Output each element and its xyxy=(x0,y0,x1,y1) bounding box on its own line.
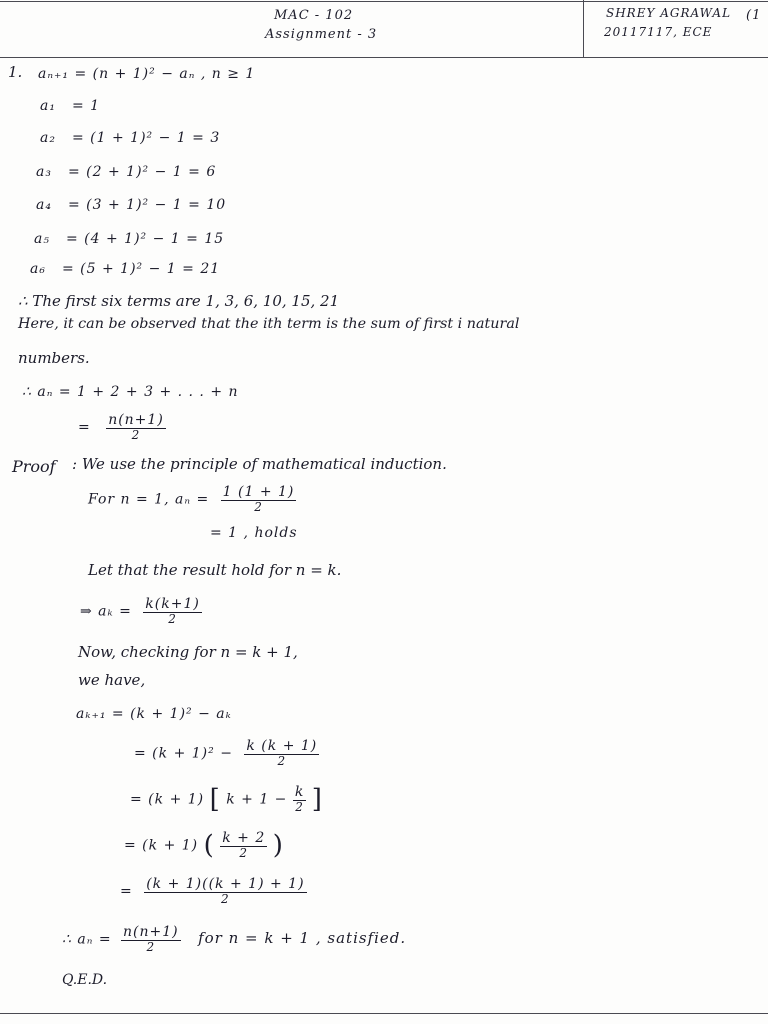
term-a1-rhs: = 1 xyxy=(72,98,101,114)
an-sum-formula: ∴ aₙ = 1 + 2 + 3 + . . . + n xyxy=(22,384,239,400)
step-2-fraction xyxy=(244,738,319,769)
recurrence-relation: aₙ₊₁ = (n + 1)² − aₙ , n ≥ 1 xyxy=(38,66,256,82)
step-3-numerator: k xyxy=(294,784,305,800)
term-a4-lhs: a₄ xyxy=(36,197,52,213)
step-3-lhs: = (k + 1) xyxy=(130,791,205,808)
footer-rule xyxy=(0,1013,768,1014)
term-a3-rhs: = (2 + 1)² − 1 = 6 xyxy=(68,164,217,180)
base-case-denominator: 2 xyxy=(254,500,263,515)
base-case xyxy=(88,484,296,515)
page-number: (1 xyxy=(746,8,762,23)
base-case-lhs: For n = 1, aₙ = xyxy=(88,491,210,508)
observation-line-1: Here, it can be observed that the ith term is the sum of first i natural xyxy=(18,316,520,332)
base-case-result: = 1 , holds xyxy=(210,525,298,541)
conclusion-lhs: ∴ aₙ = xyxy=(62,931,112,948)
base-case-fraction xyxy=(221,484,297,515)
qed-mark: Q.E.D. xyxy=(62,972,108,988)
step-5-fraction xyxy=(144,876,306,907)
step-4-numerator: k + 2 xyxy=(222,830,266,846)
step-5-denominator: 2 xyxy=(221,892,230,907)
conclusion xyxy=(62,924,406,955)
step-4-open-paren: ( xyxy=(203,830,215,861)
term-a3-lhs: a₃ xyxy=(36,164,52,180)
step-3-close-bracket: ] xyxy=(311,784,323,815)
assignment-title: Assignment - 3 xyxy=(265,27,378,42)
term-a5-lhs: a₅ xyxy=(34,231,50,247)
student-roll: 20117117, ECE xyxy=(604,25,713,39)
student-name: SHREY AGRAWAL xyxy=(606,6,732,20)
course-code: MAC - 102 xyxy=(274,8,354,23)
conclusion-numerator: n(n+1) xyxy=(123,924,179,940)
check-step-line-2: we have, xyxy=(78,671,146,689)
step-4-denominator: 2 xyxy=(239,846,249,861)
step-3-fraction xyxy=(293,784,306,815)
step-2-numerator: k (k + 1) xyxy=(246,738,318,754)
term-a1-lhs: a₁ xyxy=(40,98,56,114)
step-1: aₖ₊₁ = (k + 1)² − aₖ xyxy=(76,706,232,722)
conclusion-fraction xyxy=(121,924,181,955)
term-a6-rhs: = (5 + 1)² − 1 = 21 xyxy=(62,261,221,277)
an-equals: = xyxy=(78,419,91,436)
an-closed-form xyxy=(78,412,166,443)
step-3-inner: k + 1 − xyxy=(226,791,288,808)
check-step-line-1: Now, checking for n = k + 1, xyxy=(78,643,298,661)
first-six-terms: ∴ The first six terms are 1, 3, 6, 10, 15, 21 xyxy=(18,292,340,310)
hypothesis-fraction xyxy=(143,596,202,627)
hypothesis-formula xyxy=(80,596,202,627)
term-a2-lhs: a₂ xyxy=(40,130,56,146)
step-3-open-bracket: [ xyxy=(209,784,221,815)
an-numerator: n(n+1) xyxy=(108,412,164,428)
term-a2-rhs: = (1 + 1)² − 1 = 3 xyxy=(72,130,221,146)
hypothesis-denominator: 2 xyxy=(168,612,177,627)
problem-number: 1. xyxy=(8,63,23,81)
header-divider xyxy=(583,0,584,58)
step-5-numerator: (k + 1)((k + 1) + 1) xyxy=(146,876,305,892)
step-3-denominator: 2 xyxy=(295,800,304,815)
step-4-lhs: = (k + 1) xyxy=(124,837,199,854)
induction-hypothesis: Let that the result hold for n = k. xyxy=(88,561,342,579)
step-2-denominator: 2 xyxy=(277,754,287,769)
base-case-numerator: 1 (1 + 1) xyxy=(222,484,295,500)
step-2 xyxy=(134,738,319,769)
conclusion-denominator: 2 xyxy=(146,940,156,955)
observation-line-2: numbers. xyxy=(18,349,90,367)
step-2-lhs: = (k + 1)² − xyxy=(134,745,233,762)
proof-intro: : We use the principle of mathematical induction. xyxy=(72,455,447,473)
hypothesis-numerator: k(k+1) xyxy=(145,596,200,612)
term-a6-lhs: a₆ xyxy=(30,261,46,277)
conclusion-rhs: for n = k + 1 , satisfied. xyxy=(198,929,407,948)
step-3 xyxy=(130,784,323,815)
step-5-equals: = xyxy=(120,883,133,900)
header-rule-top xyxy=(0,1,768,2)
term-a4-rhs: = (3 + 1)² − 1 = 10 xyxy=(68,197,227,213)
step-5 xyxy=(120,876,307,907)
hypothesis-lhs: ⇒ aₖ = xyxy=(80,603,132,620)
step-4 xyxy=(124,830,284,861)
proof-label: Proof xyxy=(12,457,56,476)
step-4-fraction xyxy=(220,830,267,861)
step-4-close-paren: ) xyxy=(272,830,284,861)
an-fraction xyxy=(106,412,166,443)
header-rule-bottom xyxy=(0,57,768,58)
an-denominator: 2 xyxy=(131,428,141,443)
term-a5-rhs: = (4 + 1)² − 1 = 15 xyxy=(66,231,225,247)
